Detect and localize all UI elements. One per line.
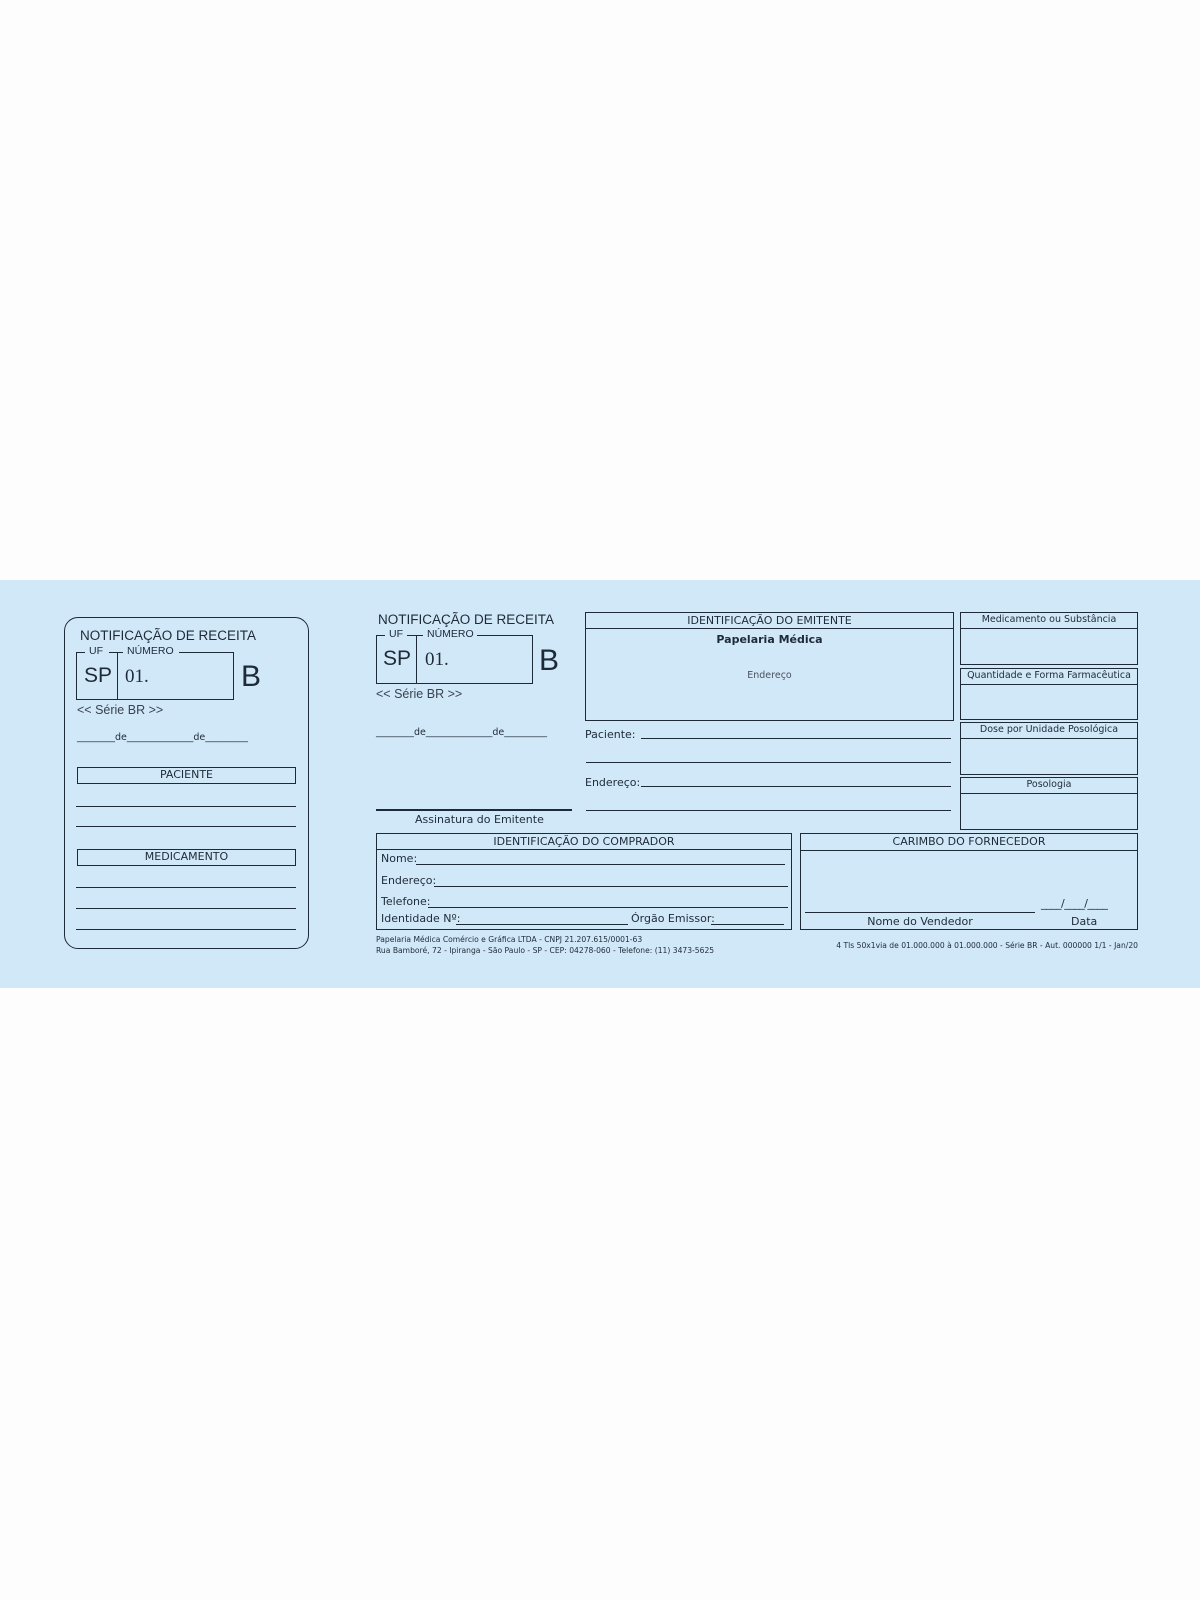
footer-company: Papelaria Médica Comércio e Gráfica LTDA - CNPJ 21.207.615/0001-63 <box>376 935 643 944</box>
nome-label: Nome: <box>381 852 418 865</box>
footer-address: Rua Bamboré, 72 - Ipiranga - São Paulo - SP - CEP: 04278-060 - Telefone: (11) 3473-5625 <box>376 946 715 955</box>
medicamento-box <box>960 612 1138 665</box>
orgao-label: Órgão Emissor: <box>631 912 715 925</box>
endereco-field-2[interactable] <box>586 810 951 811</box>
endereco-label: Endereço: <box>585 776 641 789</box>
box-header: Medicamento ou Substância <box>961 613 1137 629</box>
uf-value: SP <box>383 647 412 670</box>
telefone-label: Telefone: <box>381 895 431 908</box>
serie-label: << Série BR >> <box>376 687 463 701</box>
date-slashes[interactable]: ____/____/____ <box>1041 897 1108 910</box>
category-letter: B <box>241 660 262 693</box>
telefone-field[interactable] <box>428 907 788 908</box>
box-header: Posologia <box>961 778 1137 794</box>
numero-label: NÚMERO <box>127 645 174 657</box>
stub-title: NOTIFICAÇÃO DE RECEITA <box>80 628 257 643</box>
emitente-name: Papelaria Médica <box>716 633 823 646</box>
box-header: Quantidade e Forma Farmacêutica <box>961 669 1137 685</box>
fornecedor-box <box>800 833 1138 930</box>
fornecedor-header: CARIMBO DO FORNECEDOR <box>801 834 1137 851</box>
medicamento-line <box>76 887 296 888</box>
nome-field[interactable] <box>416 864 785 865</box>
serie-label: << Série BR >> <box>77 703 164 717</box>
medicamento-line <box>76 908 296 909</box>
footer-print-info: 4 Tls 50x1via de 01.000.000 à 01.000.000 - Série BR - Aut. 000000 1/1 - Jan/20 <box>836 941 1138 950</box>
paciente-line <box>76 806 296 807</box>
numero-value: 01. <box>425 649 449 670</box>
emitente-address: Endereço <box>747 670 792 681</box>
uf-value: SP <box>84 664 113 687</box>
quantidade-box <box>960 668 1138 720</box>
main-number-box <box>376 628 533 684</box>
orgao-field[interactable] <box>711 924 784 925</box>
numero-value: 01. <box>125 666 149 687</box>
category-letter: B <box>539 644 560 677</box>
box-header: Dose por Unidade Posológica <box>961 723 1137 739</box>
data-label: Data <box>1071 915 1098 928</box>
stub-number-box <box>76 645 234 700</box>
comprador-box <box>376 833 792 930</box>
endereco-label: Endereço: <box>381 874 437 887</box>
paciente-line <box>76 826 296 827</box>
paciente-field[interactable] <box>641 738 951 739</box>
identidade-field[interactable] <box>456 924 628 925</box>
paciente-section: PACIENTE <box>77 767 296 784</box>
main-title: NOTIFICAÇÃO DE RECEITA <box>378 612 555 627</box>
date-line: ________de______________de_________ <box>77 732 248 743</box>
vendedor-label: Nome do Vendedor <box>867 915 973 928</box>
endereco-field[interactable] <box>641 786 951 787</box>
uf-label: UF <box>89 645 103 657</box>
emitente-box <box>585 612 954 721</box>
emitente-header: IDENTIFICAÇÃO DO EMITENTE <box>586 613 953 629</box>
signature-line <box>376 809 572 811</box>
endereco-field[interactable] <box>434 886 788 887</box>
medicamento-section: MEDICAMENTO <box>77 849 296 866</box>
uf-label: UF <box>389 628 403 640</box>
medicamento-line <box>76 929 296 930</box>
posologia-box <box>960 777 1138 830</box>
identidade-label: Identidade Nº: <box>381 912 461 925</box>
dose-box <box>960 722 1138 775</box>
numero-label: NÚMERO <box>427 628 474 640</box>
date-line: ________de______________de_________ <box>376 727 547 738</box>
vendedor-line[interactable] <box>805 912 1035 913</box>
signature-label: Assinatura do Emitente <box>415 813 544 826</box>
paciente-label: Paciente: <box>585 728 636 741</box>
paciente-field-2[interactable] <box>586 762 951 763</box>
comprador-header: IDENTIFICAÇÃO DO COMPRADOR <box>377 834 791 850</box>
